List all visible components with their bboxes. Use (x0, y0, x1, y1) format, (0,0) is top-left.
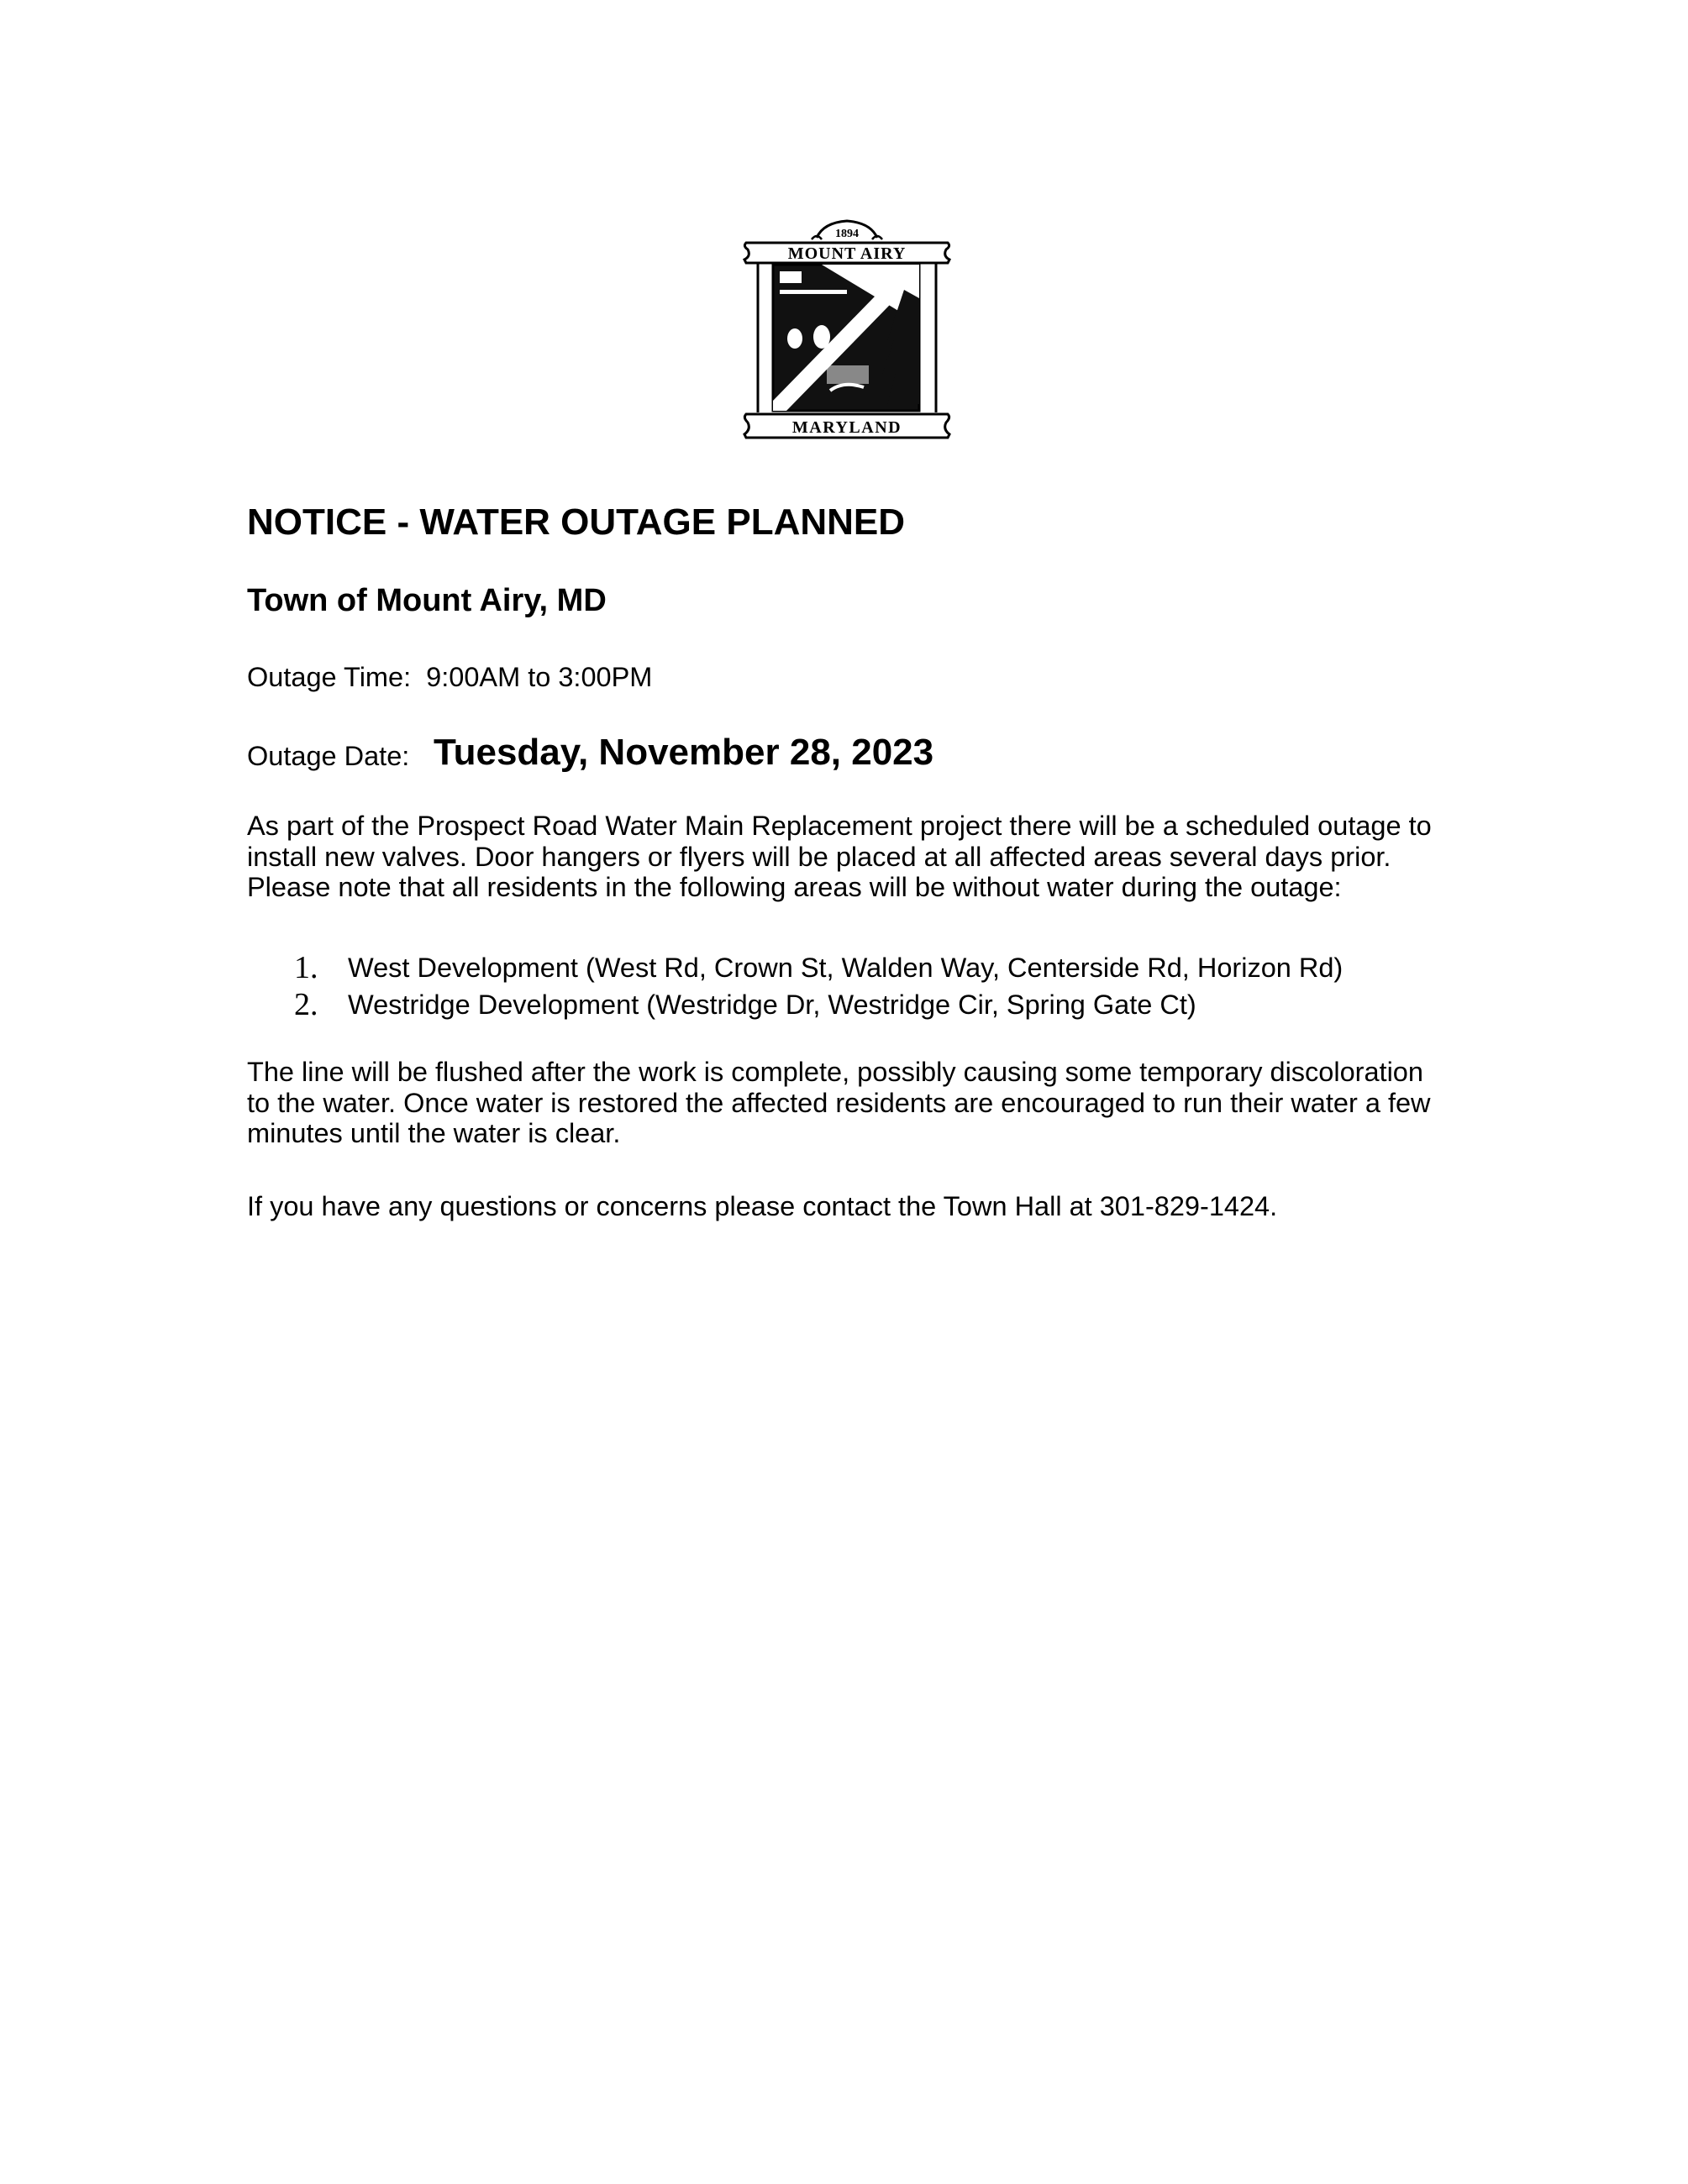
outage-time (247, 660, 652, 694)
outage-time-label: Outage Time: (247, 662, 412, 692)
list-item-text: Westridge Development (Westridge Dr, Westridge Cir, Spring Gate Ct) (348, 990, 1196, 1020)
outage-time-value: 9:00AM to 3:00PM (426, 662, 653, 692)
town-seal-icon (739, 214, 954, 441)
svg-text:MARYLAND: MARYLAND (791, 418, 902, 437)
list-marker: 1. (294, 950, 318, 985)
svg-text:1894: 1894 (835, 228, 859, 240)
outage-date-label: Outage Date: (247, 741, 410, 771)
list-item-text: West Development (West Rd, Crown St, Walden Way, Centerside Rd, Horizon Rd) (348, 953, 1344, 983)
notice-title: NOTICE - WATER OUTAGE PLANNED (247, 501, 906, 543)
intro-paragraph: As part of the Prospect Road Water Main Replacement project there will be a scheduled outage to install new valves. Door hangers or flyers will be placed at all affected areas several days prior. Please note that all residents in the following areas will be without water during the outage: (247, 811, 1432, 903)
town-seal-logo (739, 214, 954, 441)
outage-date-value: Tuesday, November 28, 2023 (434, 732, 934, 773)
contact-paragraph: If you have any questions or concerns please contact the Town Hall at 301-829-1424. (247, 1191, 1278, 1221)
notice-subtitle: Town of Mount Airy, MD (247, 583, 607, 618)
svg-text:MOUNT AIRY: MOUNT AIRY (787, 244, 907, 263)
list-marker: 2. (294, 987, 318, 1022)
flush-paragraph: The line will be flushed after the work is complete, possibly causing some temporary discoloration to the water. Once water is restored the affected residents are encouraged to run their water a few minutes until the water is clear. (247, 1057, 1431, 1149)
